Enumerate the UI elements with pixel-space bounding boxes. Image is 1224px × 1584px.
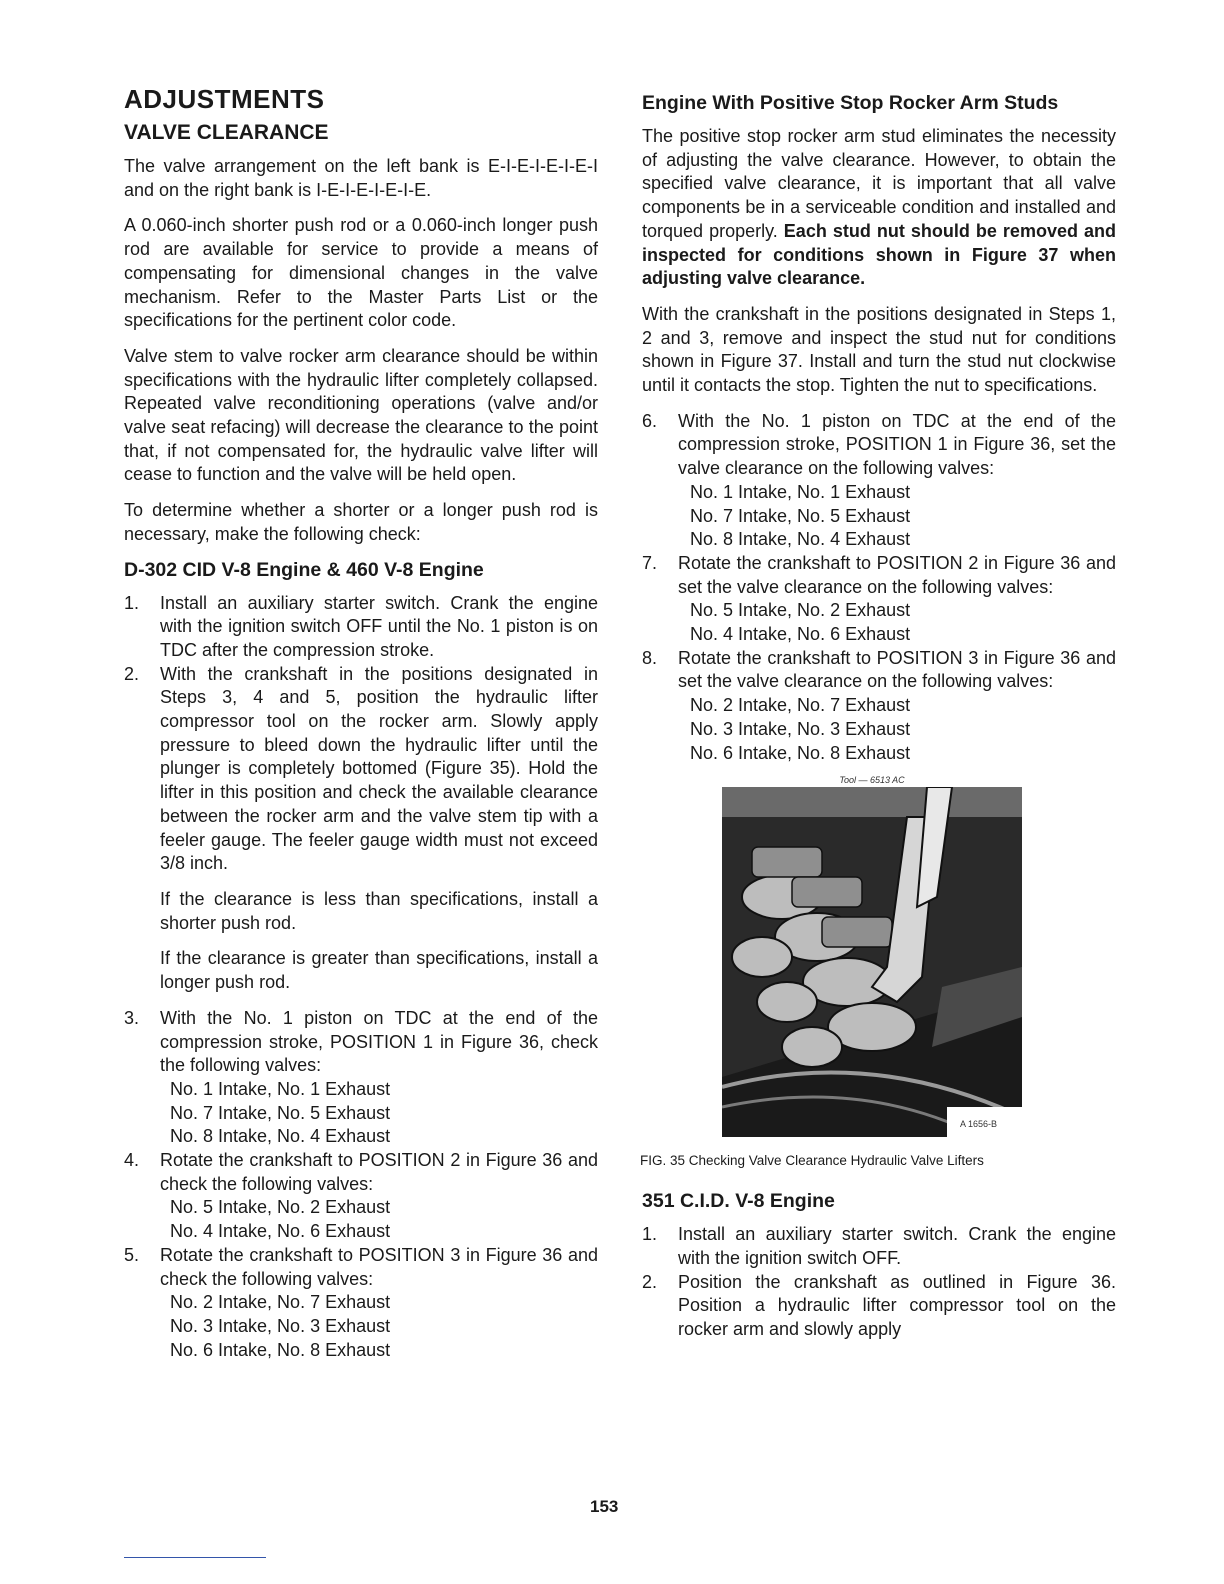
- step-351-2: 2. Position the crankshaft as outlined in Figure 36. Position a hydraulic lifter compressor tool on the rocker arm and slowly apply: [642, 1271, 1116, 1340]
- valve-line: No. 7 Intake, No. 5 Exhaust: [690, 505, 911, 526]
- paragraph-stud-nut: With the crankshaft in the positions designated in Steps 1, 2 and 3, remove and inspect the stud nut for conditions shown in Figure 37. Install and turn the stud nut clockwise until it contacts the stop. Tighten the nut to specifications.: [642, 303, 1116, 396]
- left-column: [124, 84, 598, 1362]
- valve-line: No. 8 Intake, No. 4 Exhaust: [690, 529, 911, 550]
- step-5: 5. Rotate the crankshaft to POSITION 3 in Figure 36 and check the following valves:: [124, 1244, 598, 1289]
- figure-tool-label: Tool — 6513 AC: [839, 775, 905, 786]
- valve-line: No. 5 Intake, No. 2 Exhaust: [690, 600, 911, 621]
- paragraph-positive-stop: The positive stop rocker arm stud eliminates the necessity of adjusting the valve clearance. However, to obtain the specified valve clearance, it is important that all valve components be in a serviceable condition and installed and torqued properly. Each stud nut should be removed and inspected for conditions shown in Figure 37 when adjusting valve clearance.: [642, 126, 1116, 289]
- right-column: [642, 92, 1116, 1342]
- step-7: 7. Rotate the crankshaft to POSITION 2 in Figure 36 and set the valve clearance on the following valves:: [642, 552, 1116, 597]
- heading-351: 351 C.I.D. V-8 Engine: [642, 1190, 835, 1213]
- page-number: 153: [590, 1497, 619, 1516]
- paragraph-valve-arrangement: The valve arrangement on the left bank is E-I-E-I-E-I-E-I and on the right bank is I-E-I-E-I-E-I-E.: [124, 156, 598, 200]
- note-less: If the clearance is less than specifications, install a shorter push rod.: [160, 888, 598, 933]
- step-3: 3. With the No. 1 piston on TDC at the end of the compression stroke, POSITION 1 in Figure 36, check the following valves:: [124, 1007, 598, 1076]
- step-4: 4. Rotate the crankshaft to POSITION 2 in Figure 36 and check the following valves:: [124, 1150, 598, 1194]
- valve-line: No. 1 Intake, No. 1 Exhaust: [170, 1078, 391, 1099]
- valve-line: No. 6 Intake, No. 8 Exhaust: [690, 742, 911, 763]
- step-1: 1. Install an auxiliary starter switch. Crank the engine with the ignition switch OFF until the No. 1 piston is on TDC after the compression stroke.: [124, 592, 598, 660]
- paragraph-push-rods: A 0.060-inch shorter push rod or a 0.060-inch longer push rod are available for service to provide a means of compensating for dimensional changes in the valve mechanism. Refer to the Master Parts List or the specifications for the pertinent color code.: [124, 215, 598, 331]
- heading-positive-stop: Engine With Positive Stop Rocker Arm Studs: [642, 92, 1059, 114]
- valve-line: No. 2 Intake, No. 7 Exhaust: [690, 695, 911, 716]
- valve-line: No. 2 Intake, No. 7 Exhaust: [170, 1292, 391, 1313]
- footer-divider: [124, 1557, 266, 1558]
- subheading-d302: D-302 CID V-8 Engine & 460 V-8 Engine: [124, 558, 484, 581]
- valve-line: No. 1 Intake, No. 1 Exhaust: [690, 481, 911, 502]
- valve-line: No. 4 Intake, No. 6 Exhaust: [170, 1221, 391, 1242]
- valve-line: No. 4 Intake, No. 6 Exhaust: [690, 624, 911, 645]
- page-title: ADJUSTMENTS: [124, 84, 325, 114]
- section-heading: VALVE CLEARANCE: [124, 121, 329, 144]
- valve-line: No. 6 Intake, No. 8 Exhaust: [170, 1339, 391, 1360]
- step-8: 8. Rotate the crankshaft to POSITION 3 in Figure 36 and set the valve clearance on the following valves:: [642, 647, 1116, 692]
- note-greater: If the clearance is greater than specifications, install a longer push rod.: [160, 948, 598, 993]
- figure-code: A 1656-B: [960, 1119, 998, 1130]
- valve-line: No. 3 Intake, No. 3 Exhaust: [170, 1315, 391, 1336]
- figure-caption: FIG. 35 Checking Valve Clearance Hydraulic Valve Lifters: [640, 1153, 984, 1169]
- figure-35: [640, 775, 1022, 1169]
- step-6: 6. With the No. 1 piston on TDC at the end of the compression stroke, POSITION 1 in Figure 36, set the valve clearance on the following valves:: [642, 410, 1116, 479]
- valve-line: No. 8 Intake, No. 4 Exhaust: [170, 1126, 391, 1147]
- paragraph-clearance: Valve stem to valve rocker arm clearance should be within specifications with the hydraulic lifter completely collapsed. Repeated valve reconditioning operations (valve and/or valve seat refacing) will decrease the clearance to the point that, if not compensated for, the hydraulic valve lifter will cease to function and the valve will be held open.: [124, 345, 598, 485]
- step-351-1: 1. Install an auxiliary starter switch. Crank the engine with the ignition switch OFF.: [642, 1224, 1116, 1268]
- valve-lifter-photo: [722, 787, 1022, 1137]
- valve-line: No. 7 Intake, No. 5 Exhaust: [170, 1102, 391, 1123]
- bold-warning: Each stud nut should be removed and inspected for conditions shown in Figure 37 when adjusting valve clearance.: [642, 220, 1116, 289]
- valve-line: No. 3 Intake, No. 3 Exhaust: [690, 718, 911, 739]
- paragraph-determine: To determine whether a shorter or a longer push rod is necessary, make the following check:: [124, 500, 598, 544]
- valve-line: No. 5 Intake, No. 2 Exhaust: [170, 1197, 391, 1218]
- step-2: 2. With the crankshaft in the positions designated in Steps 3, 4 and 5, position the hydraulic lifter compressor tool on the rocker arm. Slowly apply pressure to bleed down the hydraulic lifter until the plunger is completely bottomed (Figure 35). Hold the lifter in this position and check the available clearance between the rocker arm and the valve stem tip with a feeler gauge. The feeler gauge width must not exceed 3/8 inch.: [124, 663, 598, 874]
